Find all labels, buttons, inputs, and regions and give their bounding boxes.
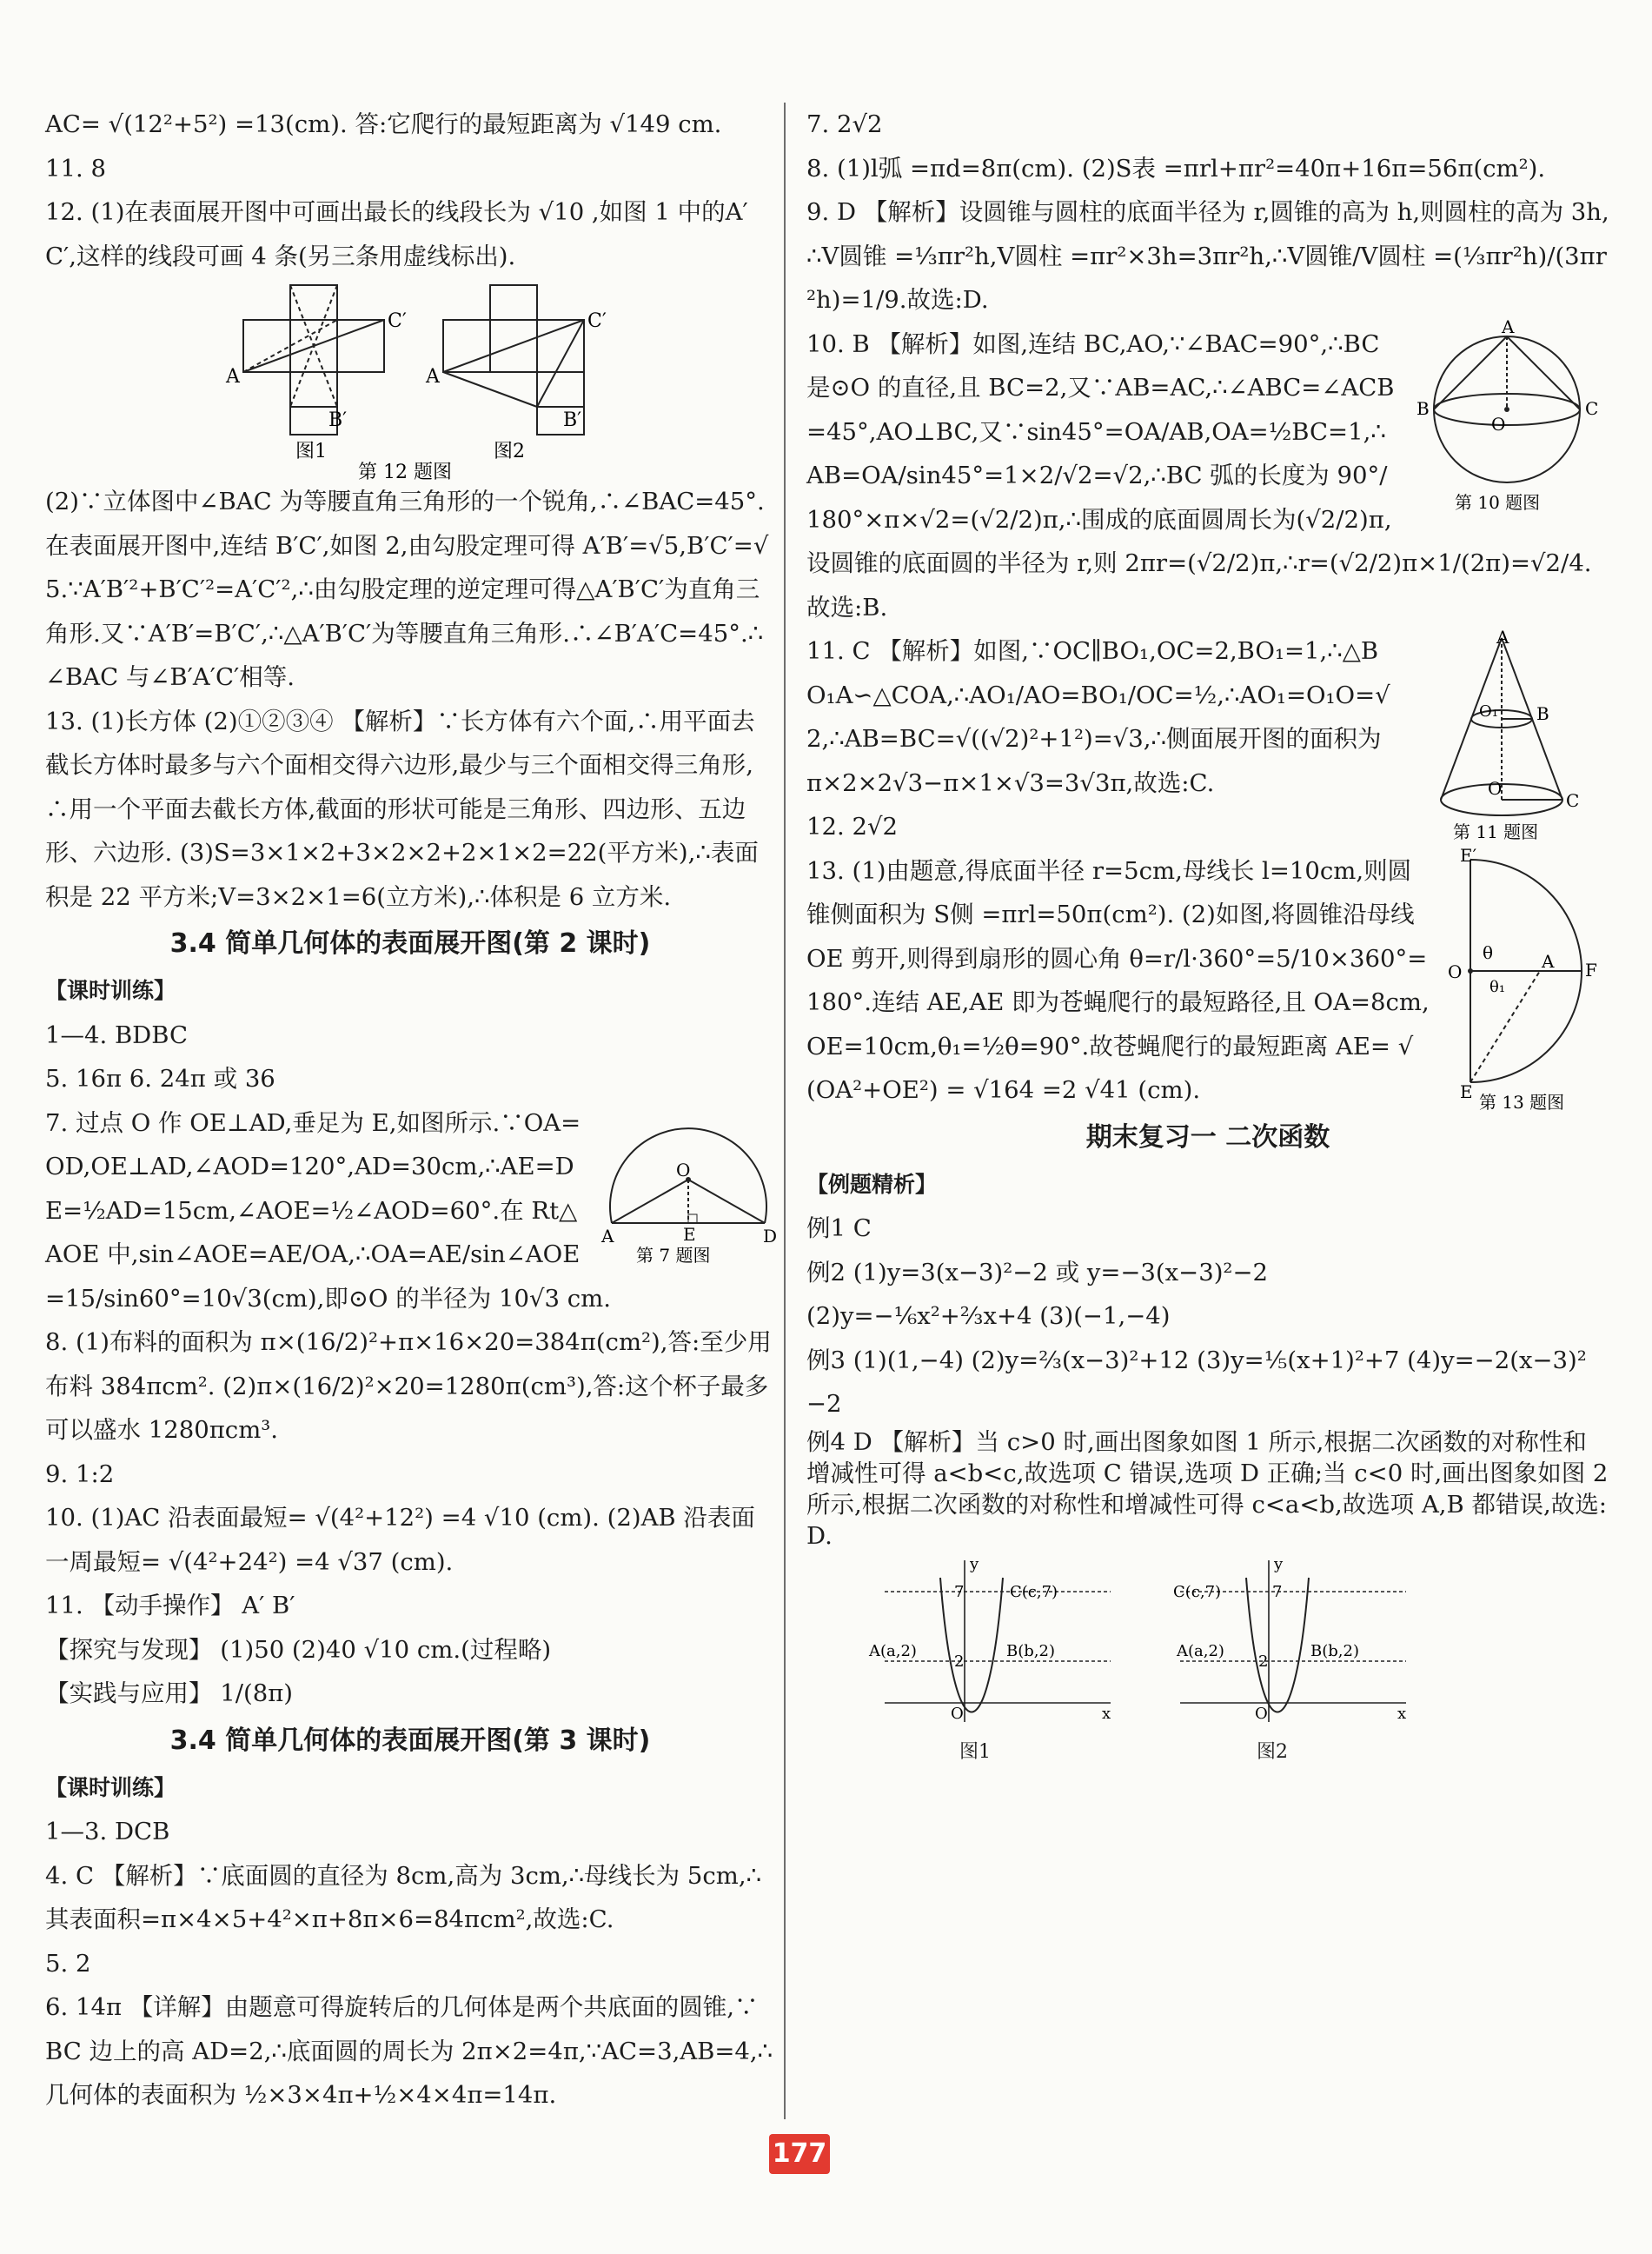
figure-10-diagram	[1410, 316, 1609, 522]
caption-fig1: 图1	[959, 1740, 991, 1763]
section-title-review: 期末复习一 二次函数	[1085, 1121, 1330, 1153]
label-o: O	[1488, 778, 1503, 799]
answer-6: 6. 14π 【详解】由题意可得旋转后的几何体是两个共底面的圆锥,∵BC 边上的高 AD=2,∴底面圆的周长为 2π×2=4π,∵AC=3,AB=4,∴几何体的表面积为 ½×3×4π+½×4×4π=14π.	[45, 1993, 773, 2109]
origin-1: O	[951, 1704, 964, 1723]
label-a: A	[601, 1225, 614, 1247]
origin-2: O	[1255, 1704, 1268, 1723]
answer-11-practice: 【实践与应用】 1/(8π)	[45, 1679, 294, 1707]
label-e1: E′	[1460, 844, 1477, 866]
label-o: O	[676, 1159, 691, 1180]
tick-7-1: 7	[954, 1582, 965, 1601]
figure-7-diagram	[601, 1101, 778, 1267]
example-4-captions	[806, 1731, 1415, 1763]
figure-12-title: 第 12 题图	[358, 462, 452, 483]
figure-7-title: 第 7 题图	[636, 1244, 711, 1266]
label-b: B	[1416, 397, 1430, 419]
label-e: E	[1460, 1080, 1473, 1102]
point-c-1: C(c,7)	[1010, 1582, 1058, 1601]
answer-11-operation: 11. 【动手操作】 A′ B′	[45, 1592, 295, 1619]
label-a: A	[1496, 627, 1509, 648]
label-o1: O₁	[1479, 702, 1498, 721]
tick-2-2: 2	[1258, 1652, 1269, 1671]
point-a-2: A(a,2)	[1177, 1641, 1224, 1660]
answer-13: 13. (1)长方体 (2)①②③④ 【解析】∵长方体有六个面,∴用平面去截长方体时最多与六个面相交得六边形,最少与三个面相交得三角形,∴用一个平面去截长方体,截面的形状可能是三角形、四边形、五边形、六边形. (3)S=3×1×2+3×2×2+2×1×2=22(平方米),∴表面积是 22 平方米;V=3×2×1=6(立方米),∴体积是 6 立方米.	[45, 707, 759, 911]
answer-10: 10. (1)AC 沿表面最短= √(4²+12²) =4 √10 (cm). (2)AB 沿表面一周最短= √(4²+24²) =4 √37 (cm).	[45, 1504, 755, 1576]
figure-12	[45, 278, 775, 483]
answer-11-explore: 【探究与发现】 (1)50 (2)40 √10 cm.(过程略)	[45, 1635, 552, 1664]
section-title-lesson2: 3.4 简单几何体的表面展开图(第 2 课时)	[169, 928, 651, 959]
answer-13: 13. (1)由题意,得底面半径 r=5cm,母线长 l=10cm,则圆锥侧面积为 S侧 =πrl=50π(cm²). (2)如图,将圆锥沿母线 OE 剪开,则得到扇形的圆心角 θ=r/l·360°=5/10×360°=180°.连结 AE,AE 即为苍蝇爬行的最短路径,且 OA=8cm,OE=10cm,θ₁=½θ=90°.故苍蝇爬行的最短距离 AE= √(OA²+OE²) = √164 =2 √41 (cm).	[806, 856, 1430, 1104]
label-theta1: θ₁	[1489, 977, 1506, 996]
point-c-2: C(c,7)	[1173, 1582, 1222, 1601]
point-b-1: B(b,2)	[1006, 1641, 1055, 1660]
figure-11-diagram	[1410, 629, 1609, 847]
answer-12-part2: (2)∵立体图中∠BAC 为等腰直角三角形的一个锐角,∴∠BAC=45°.在表面展开图中,连结 B′C′,如图 2,由勾股定理可得 A′B′=√5,B′C′=√5.∵A′B′²+B′C′²=A′C′²,∴由勾股定理的逆定理可得△A′B′C′为直角三角形.又∵A′B′=B′C′,∴△A′B′C′为等腰直角三角形.∴∠B′A′C=45°.∴∠BAC 与∠B′A′C′相等.	[45, 488, 769, 691]
label-b2: B′	[563, 409, 582, 431]
answer-12-part1: 12. (1)在表面展开图中可画出最长的线段长为 √10 ,如图 1 中的A′C′,这样的线段可画 4 条(另三条用虚线标出).	[45, 198, 748, 270]
label-o: O	[1491, 413, 1506, 435]
label-d: D	[763, 1225, 778, 1247]
example-4-figures	[867, 1554, 1423, 1731]
point-b-2: B(b,2)	[1310, 1641, 1359, 1660]
answer-7: 7. 过点 O 作 OE⊥AD,垂足为 E,如图所示.∵OA=OD,OE⊥AD,∠AOD=120°,AD=30cm,∴AE=DE=½AD=15cm,∠AOE=½∠AOD=60°.在 Rt△AOE 中,sin∠AOE=AE/OA,∴OA=AE/sin∠AOE=15/sin60°=10√3(cm),即⊙O 的半径为 10√3 cm.	[45, 1108, 611, 1313]
answer-12: 12. 2√2	[806, 813, 898, 841]
label-c1: C′	[388, 310, 407, 332]
example-1: 例1 C	[806, 1214, 872, 1242]
answer-9: 9. D 【解析】设圆锥与圆柱的底面半径为 r,圆锥的高为 h,则圆柱的高为 3h,∴V圆锥 =⅓πr²h,V圆柱 =πr²×3h=3πr²h,∴V圆锥/V圆柱 =(⅓πr²h)/(3πr²h)=1/9.故选:D.	[806, 198, 1609, 314]
label-a2: A	[426, 366, 440, 388]
caption-fig1: 图1	[295, 441, 327, 462]
axis-y-2: y	[1274, 1554, 1284, 1573]
point-a-1: A(a,2)	[869, 1641, 917, 1660]
answer-11: 11. 8	[45, 154, 106, 183]
label-c2: C′	[587, 310, 607, 332]
answer-line: AC= √(12²+5²) =13(cm). 答:它爬行的最短距离为 √149 cm.	[45, 110, 722, 138]
label-theta: θ	[1483, 941, 1494, 963]
answer-7: 7. 2√2	[806, 110, 883, 138]
example-4: 例4 D 【解析】当 c>0 时,画出图象如图 1 所示,根据二次函数的对称性和增减性可得 a<b<c,故选项 C 错误,选项 D 正确;当 c<0 时,画出图象如图 2 所示,根据二次函数的对称性和增减性可得 c<a<b,故选项 A,B 都错误,故选:D.	[806, 1427, 1609, 1550]
label-c: C	[1585, 397, 1599, 419]
label-a: A	[1502, 316, 1515, 337]
section-title-lesson3: 3.4 简单几何体的表面展开图(第 3 课时)	[169, 1725, 651, 1756]
example-2-cont: (2)y=−⅙x²+⅔x+4 (3)(−1,−4)	[806, 1302, 1171, 1330]
answer-1-3: 1—3. DCB	[45, 1818, 170, 1845]
figure-13-diagram	[1444, 844, 1609, 1113]
answer-10-block	[806, 316, 1609, 630]
section-tag-lesson3: 【课时训练】	[45, 1774, 176, 1800]
page-number: 177	[769, 2134, 830, 2174]
answer-8: 8. (1)l弧 =πd=8π(cm). (2)S表 =πrl+πr²=40π+16π=56π(cm²).	[806, 154, 1546, 183]
label-a1: A	[226, 366, 240, 388]
answer-8: 8. (1)布料的面积为 π×(16/2)²+π×16×20=384π(cm²),答:至少用布料 384πcm². (2)π×(16/2)²×20=1280π(cm³),答:这个杯子最多可以盛水 1280πcm³.	[45, 1328, 772, 1444]
tick-2-1: 2	[954, 1652, 965, 1671]
label-o: O	[1448, 961, 1463, 982]
example-3: 例3 (1)(1,−4) (2)y=⅔(x−3)²+12 (3)y=⅕(x+1)²+7 (4)y=−2(x−3)²−2	[806, 1346, 1587, 1418]
label-c: C	[1566, 790, 1580, 811]
answer-7-block	[45, 1101, 778, 1321]
caption-fig2: 图2	[494, 441, 525, 462]
axis-y-1: y	[970, 1554, 979, 1573]
tick-7-2: 7	[1272, 1582, 1283, 1601]
figure-13-title: 第 13 题图	[1479, 1091, 1565, 1113]
left-column	[45, 103, 778, 2118]
figure-11-title: 第 11 题图	[1453, 821, 1539, 842]
axis-x-2: x	[1397, 1704, 1407, 1723]
label-f: F	[1585, 959, 1597, 981]
answer-13-block	[806, 844, 1609, 1113]
figure-12-diagram	[45, 278, 775, 483]
label-b1: B′	[328, 409, 348, 431]
answer-5: 5. 2	[45, 1949, 91, 1978]
axis-x-1: x	[1102, 1704, 1111, 1723]
column-divider	[784, 103, 786, 2119]
label-a: A	[1542, 950, 1555, 972]
right-column	[806, 103, 1609, 1763]
section-tag-lesson2: 【课时训练】	[45, 978, 176, 1003]
figure-10-title: 第 10 题图	[1455, 491, 1541, 513]
answer-5-6: 5. 16π 6. 24π 或 36	[45, 1065, 275, 1093]
section-tag-examples: 【例题精析】	[806, 1171, 938, 1197]
example-2: 例2 (1)y=3(x−3)²−2 或 y=−3(x−3)²−2	[806, 1258, 1268, 1287]
answer-1-4: 1—4. BDBC	[45, 1021, 188, 1049]
answer-11: 11. C 【解析】如图,∵OC∥BO₁,OC=2,BO₁=1,∴△BO₁A∽△COA,∴AO₁/AO=BO₁/OC=½,∴AO₁=O₁O=√2,∴AB=BC=√((√2)²+1²)=√3,∴侧面展开图的面积为 π×2×2√3−π×1×√3=3√3π,故选:C.	[806, 637, 1390, 797]
answer-4: 4. C 【解析】∵底面圆的直径为 8cm,高为 3cm,∴母线长为 5cm,∴其表面积=π×4×5+4²×π+8π×6=84πcm²,故选:C.	[45, 1861, 762, 1933]
answer-9: 9. 1:2	[45, 1459, 115, 1488]
caption-fig2: 图2	[1257, 1740, 1288, 1763]
label-b: B	[1536, 703, 1549, 724]
label-e: E	[683, 1223, 696, 1245]
answer-10: 10. B 【解析】如图,连结 BC,AO,∵∠BAC=90°,∴BC 是⊙O 的直径,且 BC=2,又∵AB=AC,∴∠ABC=∠ACB=45°,AO⊥BC,又∵sin45°=OA/AB,OA=½BC=1,∴AB=OA/sin45°=1×2/√2=√2,∴BC 弧的长度为 90°/180°×π×√2=(√2/2)π,∴围成的底面圆周长为(√2/2)π,设圆锥的底面圆的半径为 r,则 2πr=(√2/2)π,∴r=(√2/2)π×1/(2π)=√2/4.故选:B.	[806, 329, 1592, 622]
